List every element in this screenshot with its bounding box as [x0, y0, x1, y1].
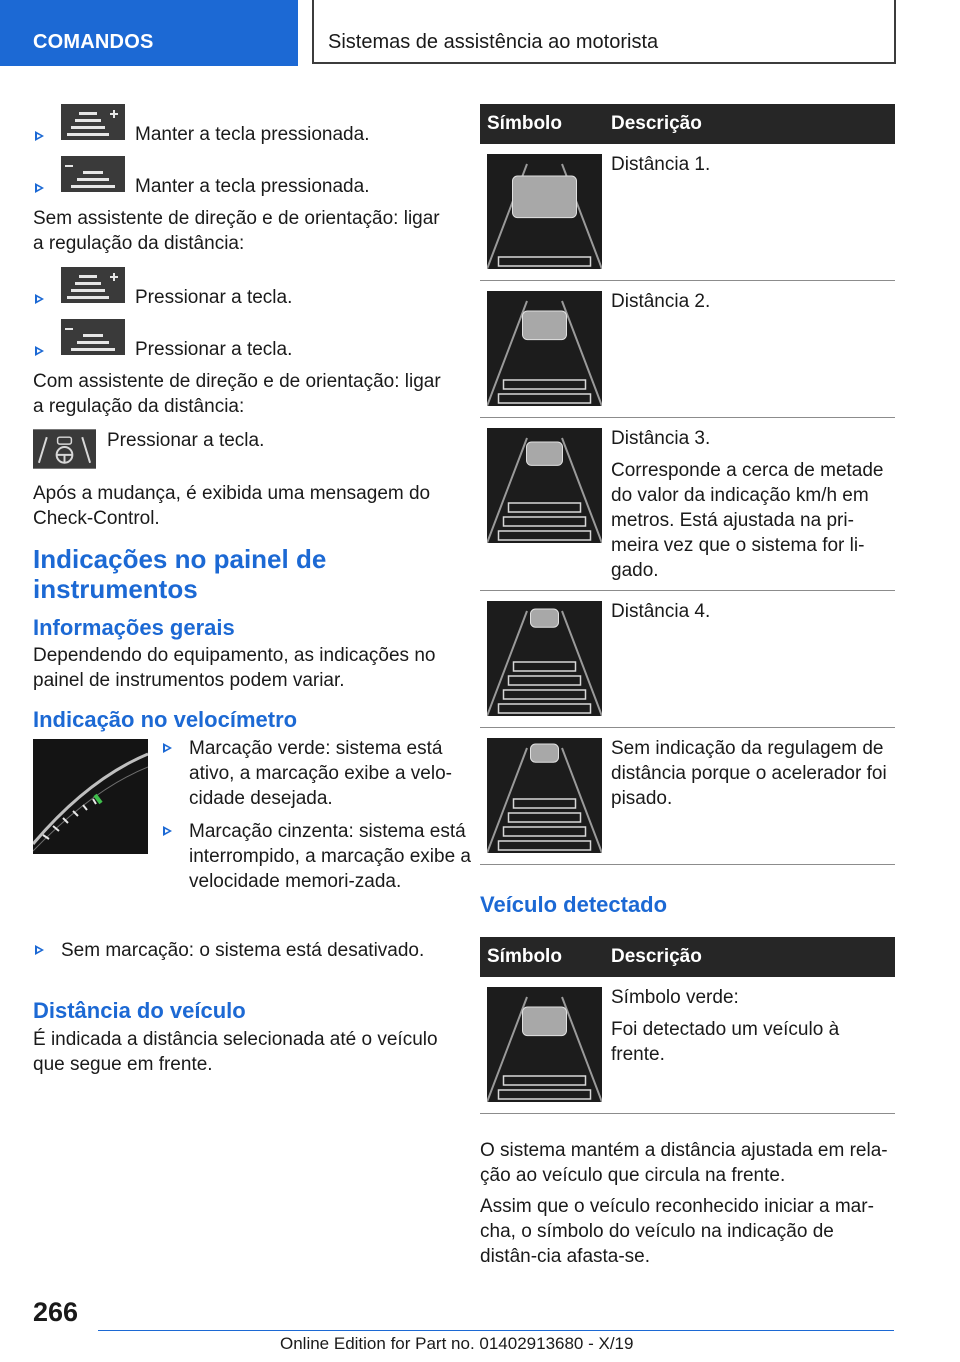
- bullet-text: Marcação cinzenta: sistema está interrompido, a marcação exibe a velocidade memori-zada.: [189, 821, 471, 892]
- table-row: [480, 144, 895, 281]
- description-cell: [611, 977, 895, 1113]
- bullet-triangle-icon: [35, 346, 44, 356]
- bullet-triangle-icon: [163, 826, 172, 836]
- list-item: [33, 104, 453, 156]
- description-text: Corresponde a cerca de metade do valor da indicação km/h em metros. Está ajustada na pri-meira vez que o sistema for li-gado.: [611, 460, 884, 581]
- subsection-heading: Distância do veículo: [33, 998, 246, 1023]
- steering-key-row: [33, 429, 453, 485]
- distance-display-icon: [487, 601, 602, 716]
- footer-edition: Online Edition for Part no. 01402913680 - X/19: [280, 1334, 634, 1353]
- description-cell: [611, 728, 895, 864]
- bullet-text: Sem marcação: o sistema está desativado.: [61, 940, 425, 961]
- bullet-triangle-icon: [35, 294, 44, 304]
- description-text: Distância 2.: [611, 291, 711, 312]
- table-row: [480, 281, 895, 418]
- symbol-cell: [480, 591, 611, 727]
- distance-symbol-table: [480, 104, 895, 865]
- description-text: Distância 3.: [611, 428, 711, 449]
- description-text: Distância 1.: [611, 154, 711, 175]
- description-cell: [611, 144, 895, 280]
- description-cell: [611, 591, 895, 727]
- symbol-cell: [480, 281, 611, 417]
- right-column: [480, 104, 895, 1269]
- table-row: [480, 728, 895, 865]
- list-item: [161, 819, 479, 894]
- paragraph: Após a mudança, é exibida uma mensagem do Check-Control.: [33, 483, 431, 529]
- distance-increase-key-icon: [61, 104, 125, 140]
- distance-display-icon: [487, 428, 602, 543]
- list-item: [161, 736, 479, 811]
- distance-display-icon: [487, 291, 602, 406]
- table-row: [480, 418, 895, 591]
- paragraph: O sistema mantém a distância ajustada em rela-ção ao veículo que circula na frente.: [480, 1140, 888, 1186]
- paragraph: É indicada a distância selecionada até o veículo que segue em frente.: [33, 1029, 438, 1075]
- distance-decrease-key-icon: [61, 319, 125, 355]
- bullet-triangle-icon: [35, 945, 44, 955]
- footer-divider: [98, 1330, 894, 1331]
- paragraph: Dependendo do equipamento, as indicações no painel de instrumentos podem variar.: [33, 645, 436, 691]
- description-cell: [611, 281, 895, 417]
- left-column: [33, 104, 471, 1077]
- symbol-cell: [480, 977, 611, 1113]
- distance-display-icon: [487, 738, 602, 853]
- distance-increase-key-icon: [61, 267, 125, 303]
- table-row: [480, 591, 895, 728]
- bullet-triangle-icon: [163, 743, 172, 753]
- key-instruction: Pressionar a tecla.: [135, 339, 293, 360]
- bullet-triangle-icon: [35, 183, 44, 193]
- detected-vehicle-table: [480, 937, 895, 1114]
- chapter-title: Sistemas de assistência ao motorista: [312, 0, 896, 64]
- key-instruction: Manter a tecla pressionada.: [135, 176, 370, 197]
- symbol-cell: [480, 728, 611, 864]
- key-instruction: Pressionar a tecla.: [107, 430, 265, 451]
- section-tab: COMANDOS: [0, 0, 298, 66]
- symbol-cell: [480, 144, 611, 280]
- bullet-triangle-icon: [35, 131, 44, 141]
- table-row: [480, 977, 895, 1114]
- subsection-heading: Veículo detectado: [480, 892, 668, 917]
- distance-display-icon: [487, 987, 602, 1102]
- list-item: [33, 156, 453, 208]
- list-item: [33, 267, 453, 319]
- column-header-symbol: Símbolo: [487, 946, 562, 967]
- speedometer-block: [33, 738, 471, 938]
- description-text: Sem indicação da regulagem de distância porque o acelerador foi pisado.: [611, 738, 887, 809]
- paragraph: Sem assistente de direção e de orientação: ligar a regulação da distância:: [33, 208, 440, 254]
- key-instruction: Pressionar a tecla.: [135, 287, 293, 308]
- list-item: [33, 938, 453, 963]
- column-header-symbol: Símbolo: [487, 113, 562, 134]
- list-item: [33, 319, 453, 371]
- subsection-heading: Informações gerais: [33, 615, 235, 640]
- description-text: Foi detectado um veículo à frente.: [611, 1019, 840, 1065]
- page-header: [0, 0, 960, 66]
- description-text: Distância 4.: [611, 601, 711, 622]
- paragraph: Com assistente de direção e de orientação: ligar a regulação da distância:: [33, 371, 441, 417]
- distance-display-icon: [487, 154, 602, 269]
- symbol-cell: [480, 418, 611, 590]
- steering-assist-key-icon: [33, 429, 96, 469]
- subsection-heading: Indicação no velocímetro: [33, 707, 298, 732]
- column-header-description: Descrição: [611, 113, 702, 134]
- description-text: Símbolo verde:: [611, 987, 739, 1008]
- distance-decrease-key-icon: [61, 156, 125, 192]
- key-instruction: Manter a tecla pressionada.: [135, 124, 370, 145]
- description-cell: [611, 418, 895, 590]
- paragraph: Assim que o veículo reconhecido iniciar a mar-cha, o símbolo do veículo na indicação de distân-cia afasta-se.: [480, 1196, 874, 1267]
- column-header-description: Descrição: [611, 946, 702, 967]
- section-heading: Indicações no painel de instrumentos: [33, 544, 327, 604]
- speedometer-image: [33, 739, 148, 854]
- bullet-text: Marcação verde: sistema está ativo, a marcação exibe a velo-cidade desejada.: [189, 738, 452, 809]
- table-header: [480, 104, 895, 144]
- page-number: 266: [33, 1297, 79, 1327]
- table-header: [480, 937, 895, 977]
